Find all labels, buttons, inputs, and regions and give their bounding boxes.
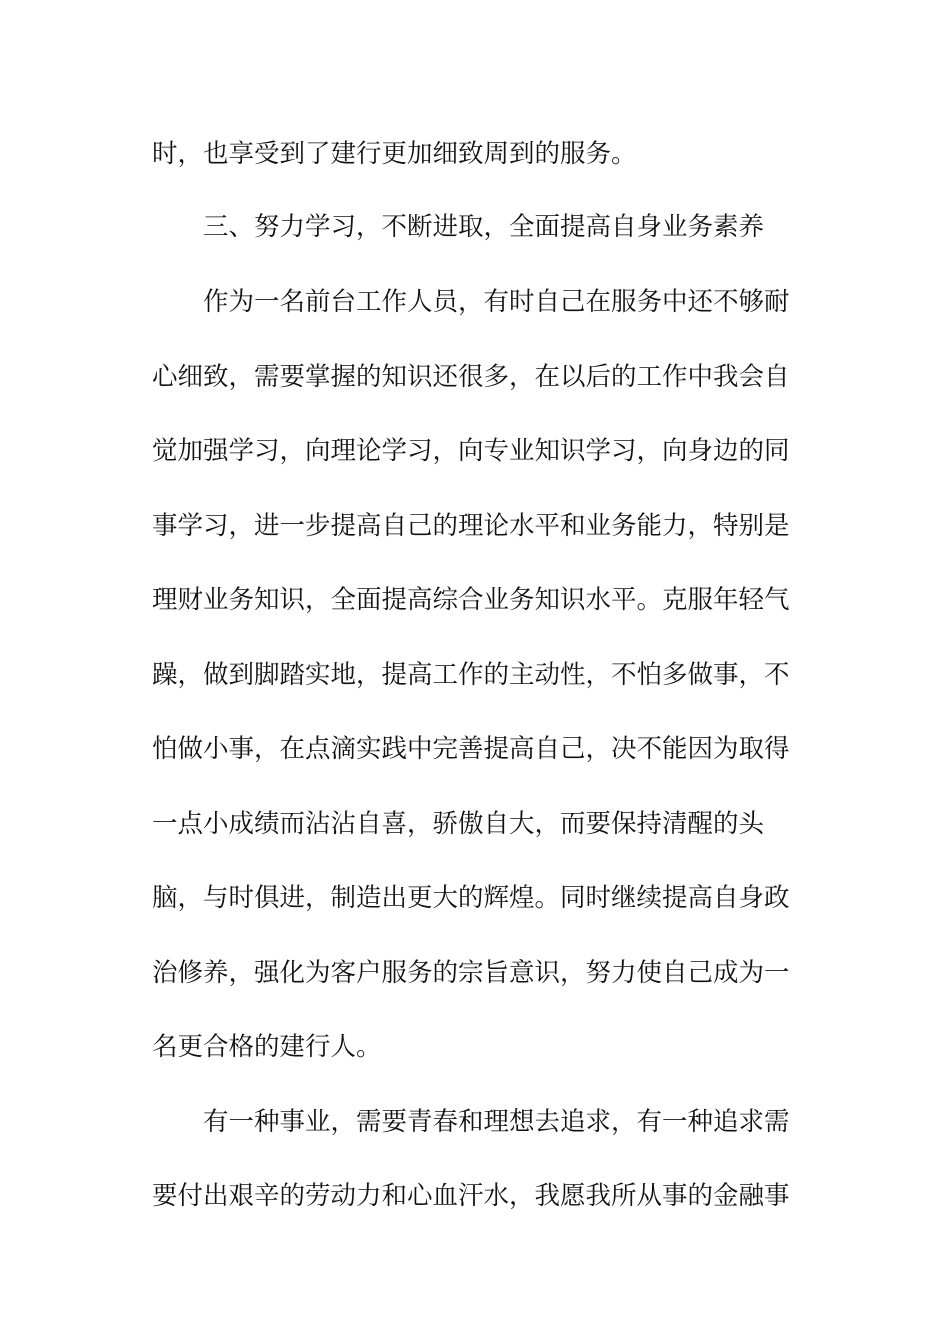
text-line-8: 躁，做到脚踏实地，提高工作的主动性，不怕多做事，不 xyxy=(152,660,790,690)
text-line-14: 有一种事业，需要青春和理想去追求，有一种追求需 xyxy=(203,1107,790,1137)
text-line-10: 一点小成绩而沾沾自喜，骄傲自大，而要保持清醒的头 xyxy=(152,809,765,839)
text-line-6: 事学习，进一步提高自己的理论水平和业务能力，特别是 xyxy=(152,511,790,541)
text-line-3: 作为一名前台工作人员，有时自己在服务中还不够耐 xyxy=(203,287,790,317)
text-line-1: 时，也享受到了建行更加细致周到的服务。 xyxy=(152,139,637,169)
text-line-4: 心细致，需要掌握的知识还很多，在以后的工作中我会自 xyxy=(152,362,790,392)
text-line-9: 怕做小事，在点滴实践中完善提高自己，决不能因为取得 xyxy=(152,734,790,764)
text-line-5: 觉加强学习，向理论学习，向专业知识学习，向身边的同 xyxy=(152,436,790,466)
text-line-15: 要付出艰辛的劳动力和心血汗水，我愿我所从事的金融事 xyxy=(152,1181,790,1211)
text-line-7: 理财业务知识，全面提高综合业务知识水平。克服年轻气 xyxy=(152,585,790,615)
text-line-11: 脑，与时俱进，制造出更大的辉煌。同时继续提高自身政 xyxy=(152,883,790,913)
text-line-12: 治修养，强化为客户服务的宗旨意识，努力使自己成为一 xyxy=(152,958,790,988)
section-heading: 三、努力学习，不断进取，全面提高自身业务素养 xyxy=(203,212,765,242)
text-line-13: 名更合格的建行人。 xyxy=(152,1032,382,1062)
